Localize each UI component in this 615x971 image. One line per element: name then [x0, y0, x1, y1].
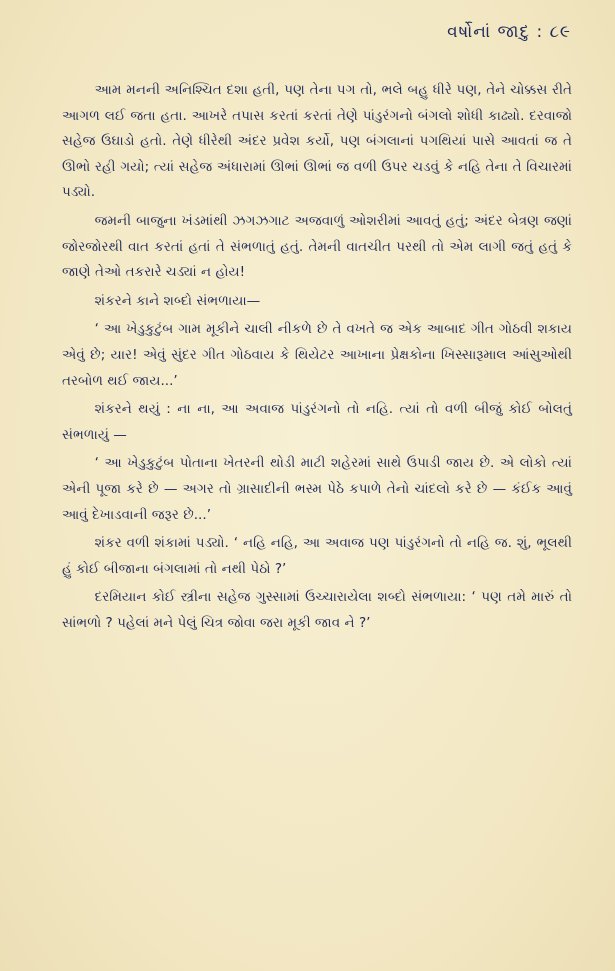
quoted-paragraph: ‘ આ ખેડુકુટુંબ ગામ મૂકીને ચાલી નીકળે છે તે વખતે જ એક આબાદ ગીત ગોઠવી શકાય એવું છે; યાર! એવું સુંદર ગીત ગોઠવાય કે થિયેટર આખાના પ્રેક્ષકોના ખિસ્સારૂમાલ આંસુઓથી તરબોળ થઈ જાય...’ — [62, 321, 572, 389]
paragraph: આમ મનની અનિશ્ચિત દશા હતી, પણ તેના પગ તો, ભલે બહુ ધીરે પણ, તેને ચોક્કસ રીતે આગળ લઈ જતા હતા. આખરે તપાસ કરતાં કરતાં તેણે પાંડુરંગનો બંગલો શોધી કાઢ્યો. દરવાજો સહેજ ઉઘાડો હતો. તેણે ધીરેથી અંદર પ્રવેશ કર્યો, પણ બંગલાનાં પગથિયાં પાસે આવતાં જ તે ઊભો રહી ગયો; ત્યાં સહેજ અંધારામાં ઊભાં ઊભાં જ વળી ઉપર ચડવું કે નહિ તેના તે વિચારમાં પડ્યો. — [62, 82, 572, 201]
paragraph: શંકર વળી શંકામાં પડ્યો. ‘ નહિ નહિ, આ અવાજ પણ પાંડુરંગનો તો નહિ જ. શું, ભૂલથી હું કોઈ બીજાના બંગલામાં તો નથી પેઠો ?’ — [62, 535, 572, 577]
paragraph: દરમિયાન કોઈ સ્ત્રીના સહેજ ગુસ્સામાં ઉચ્ચારાયેલા શબ્દો સંભળાયા: ‘ પણ તમે મારું તો સાંભળો ? પહેલાં મને પેલું ચિત્ર જોવા જરા મૂકી જાવ ને ?’ — [62, 589, 572, 631]
paragraph: શંકરને થયું : ના ના, આ અવાજ પાંડુરંગનો તો નહિ. ત્યાં તો વળી બીજું કોઈ બોલતું સંભળાયું — — [62, 401, 572, 443]
running-header: વર્ષોનાં જાદુ : ૮૯ — [447, 22, 571, 42]
paragraph: શંકરને કાને શબ્દો સંભળાયા— — [94, 292, 261, 309]
quoted-paragraph: ‘ આ ખેડુકુટુંબ પોતાના ખેતરની થોડી માટી શહેરમાં સાથે ઉપાડી જાય છે. એ લોકો ત્યાં એની પૂજા કરે છે — અગર તો ગ્રાસાદીની ભસ્મ પેઠે કપાળે તેનો ચાંદલો કરે છે — કંઈક આવું આવું દેખાડવાની જરૂર છે...’ — [62, 455, 572, 523]
page-body — [62, 78, 572, 639]
paragraph: જમની બાજુના ખંડમાંથી ઝગઝગાટ અજવાળું ઓશરીમાં આવતું હતું; અંદર બેત્રણ જણાં જોરજોરથી વાત કરતાં હતાં તે સંભળાતું હતું. તેમની વાતચીત પરથી તો એમ લાગી જતું હતું કે જાણે તેઓ તકરારે ચડ્યાં ન હોય! — [62, 212, 572, 281]
